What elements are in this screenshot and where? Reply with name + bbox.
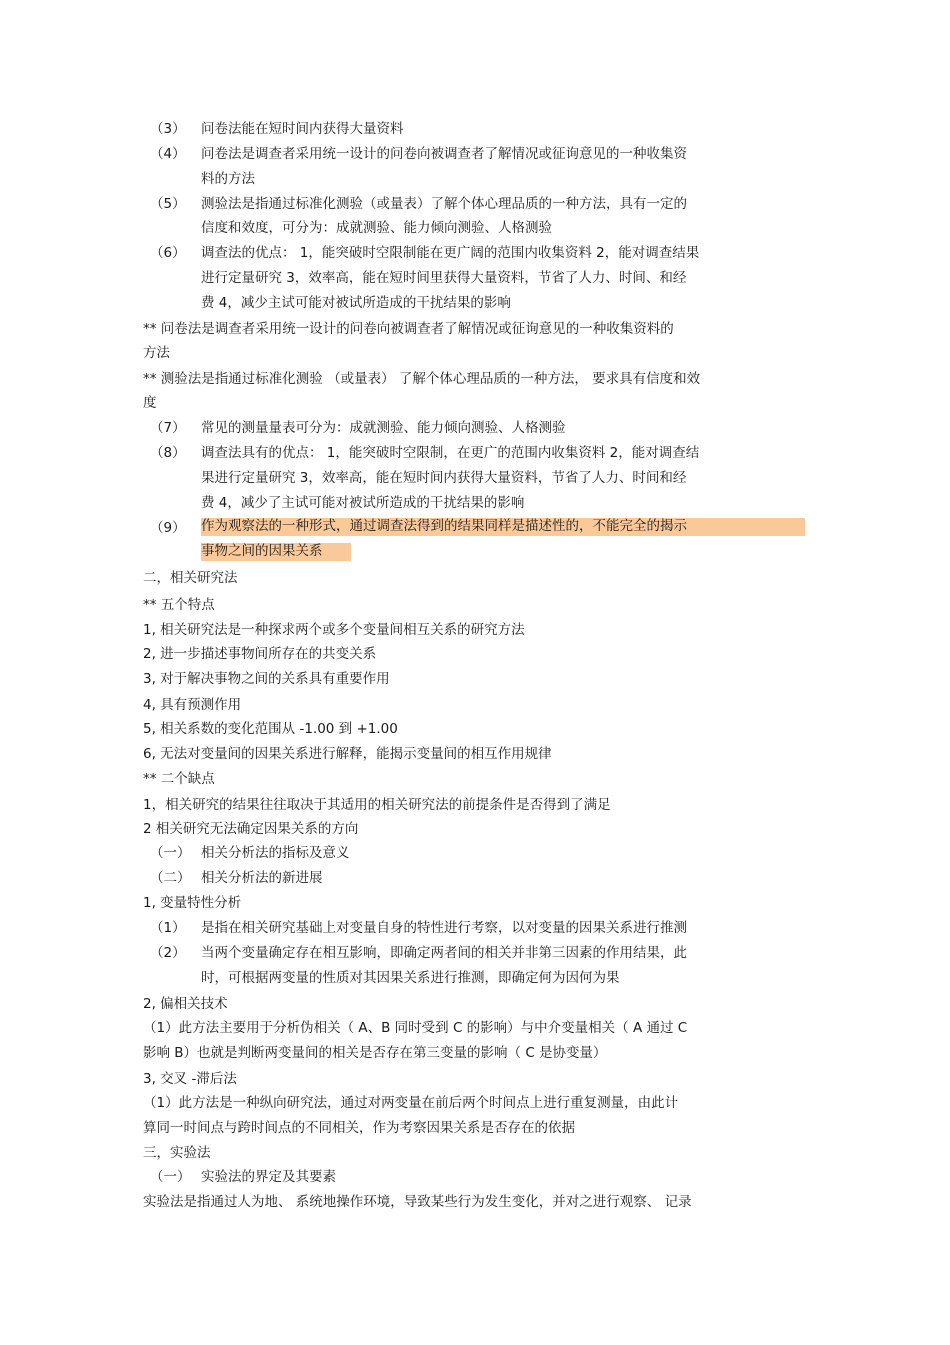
paragraph-line: 影响 B）也就是判断两变量间的相关是否存在第三变量的影响（ C 是协变量）	[143, 1045, 607, 1061]
item-text: 问卷法是调查者采用统一设计的问卷向被调查者了解情况或征询意见的一种收集资	[201, 146, 687, 162]
list-item: 3, 对于解决事物之间的关系具有重要作用	[143, 671, 390, 687]
item-number: （5）	[150, 196, 186, 212]
list-item: 2, 偏相关技术	[143, 996, 228, 1012]
item-number: （7）	[150, 420, 186, 436]
section-heading: 三，实验法	[143, 1145, 211, 1161]
item-text: 问卷法能在短时间内获得大量资料	[201, 121, 404, 137]
note-line: ** 问卷法是调查者采用统一设计的问卷向被调查者了解情况或征询意见的一种收集资料的	[143, 321, 674, 337]
note-line: 度	[143, 395, 157, 411]
item-text: 费 4，减少了主试可能对被试所造成的干扰结果的影响	[201, 495, 525, 511]
section-heading: 二，相关研究法	[143, 570, 238, 586]
paragraph-line: 算同一时间点与跨时间点的不同相关，作为考察因果关系是否存在的依据	[143, 1120, 575, 1136]
subsection-title: 相关分析法的指标及意义	[201, 845, 350, 861]
list-item: 4, 具有预测作用	[143, 697, 242, 713]
highlight-line: 事物之间的因果关系	[201, 543, 351, 561]
item-number: （6）	[150, 245, 186, 261]
item-number: （一）	[150, 1169, 191, 1185]
list-item: 3, 交叉 -滞后法	[143, 1071, 237, 1087]
list-item: 6, 无法对变量间的因果关系进行解释，能揭示变量间的相互作用规律	[143, 746, 552, 762]
item-text: 测验法是指通过标准化测验（或量表）了解个体心理品质的一种方法，具有一定的	[201, 196, 687, 212]
list-item: 1, 变量特性分析	[143, 895, 242, 911]
list-item: 1, 相关研究法是一种探求两个或多个变量间相互关系的研究方法	[143, 622, 525, 638]
subheading: ** 五个特点	[143, 597, 215, 613]
highlighted-text	[201, 518, 805, 536]
paragraph-line: 实验法是指通过人为地、 系统地操作环境，导致某些行为发生变化，并对之进行观察、 记录	[143, 1194, 692, 1210]
item-number: （9）	[150, 520, 186, 536]
item-text: 费 4，减少主试可能对被试所造成的干扰结果的影响	[201, 295, 511, 311]
highlight-line: 作为观察法的一种形式，通过调查法得到的结果同样是描述性的，不能完全的揭示	[201, 518, 805, 536]
item-text: 当两个变量确定存在相互影响，即确定两者间的相关并非第三因素的作用结果，此	[201, 945, 687, 961]
item-text: 调查法具有的优点： 1，能突破时空限制，在更广的范围内收集资料 2，能对调查结	[201, 445, 700, 461]
item-text: 进行定量研究 3，效率高，能在短时间里获得大量资料，节省了人力、时间、和经	[201, 270, 687, 286]
item-number: （8）	[150, 445, 186, 461]
subsection-title: 实验法的界定及其要素	[201, 1169, 336, 1185]
item-text: 调查法的优点： 1，能突破时空限制能在更广阔的范围内收集资料 2，能对调查结果	[201, 245, 700, 261]
list-item: 2, 进一步描述事物间所存在的共变关系	[143, 646, 377, 662]
item-number: （4）	[150, 146, 186, 162]
item-text: 时，可根据两变量的性质对其因果关系进行推测，即确定何为因何为果	[201, 970, 620, 986]
item-number: （二）	[150, 870, 191, 886]
list-item: 1，相关研究的结果往往取决于其适用的相关研究法的前提条件是否得到了满足	[143, 797, 611, 813]
item-text: 是指在相关研究基础上对变量自身的特性进行考察，以对变量的因果关系进行推测	[201, 920, 687, 936]
paragraph-line: （1）此方法是一种纵向研究法，通过对两变量在前后两个时间点上进行重复测量，由此计	[143, 1095, 679, 1111]
list-item: 5, 相关系数的变化范围从 -1.00 到 +1.00	[143, 721, 398, 737]
item-text: 常见的测量量表可分为：成就测验、能力倾向测验、人格测验	[201, 420, 566, 436]
list-item: 2 相关研究无法确定因果关系的方向	[143, 821, 359, 837]
item-number: （2）	[150, 945, 186, 961]
item-number: （3）	[150, 121, 186, 137]
item-text: 果进行定量研究 3，效率高，能在短时间内获得大量资料，节省了人力、时间和经	[201, 470, 687, 486]
subheading: ** 二个缺点	[143, 771, 215, 787]
note-line: 方法	[143, 345, 170, 361]
item-number: （1）	[150, 920, 186, 936]
item-text: 料的方法	[201, 171, 255, 187]
highlighted-text	[201, 543, 351, 561]
subsection-title: 相关分析法的新进展	[201, 870, 323, 886]
note-line: ** 测验法是指通过标准化测验 （或量表） 了解个体心理品质的一种方法， 要求具有信度和效	[143, 371, 701, 387]
item-text: 信度和效度，可分为：成就测验、能力倾向测验、人格测验	[201, 220, 552, 236]
paragraph-line: （1）此方法主要用于分析伪相关（ A、B 同时受到 C 的影响）与中介变量相关（ A 通过 C	[143, 1020, 688, 1036]
item-number: （一）	[150, 845, 191, 861]
